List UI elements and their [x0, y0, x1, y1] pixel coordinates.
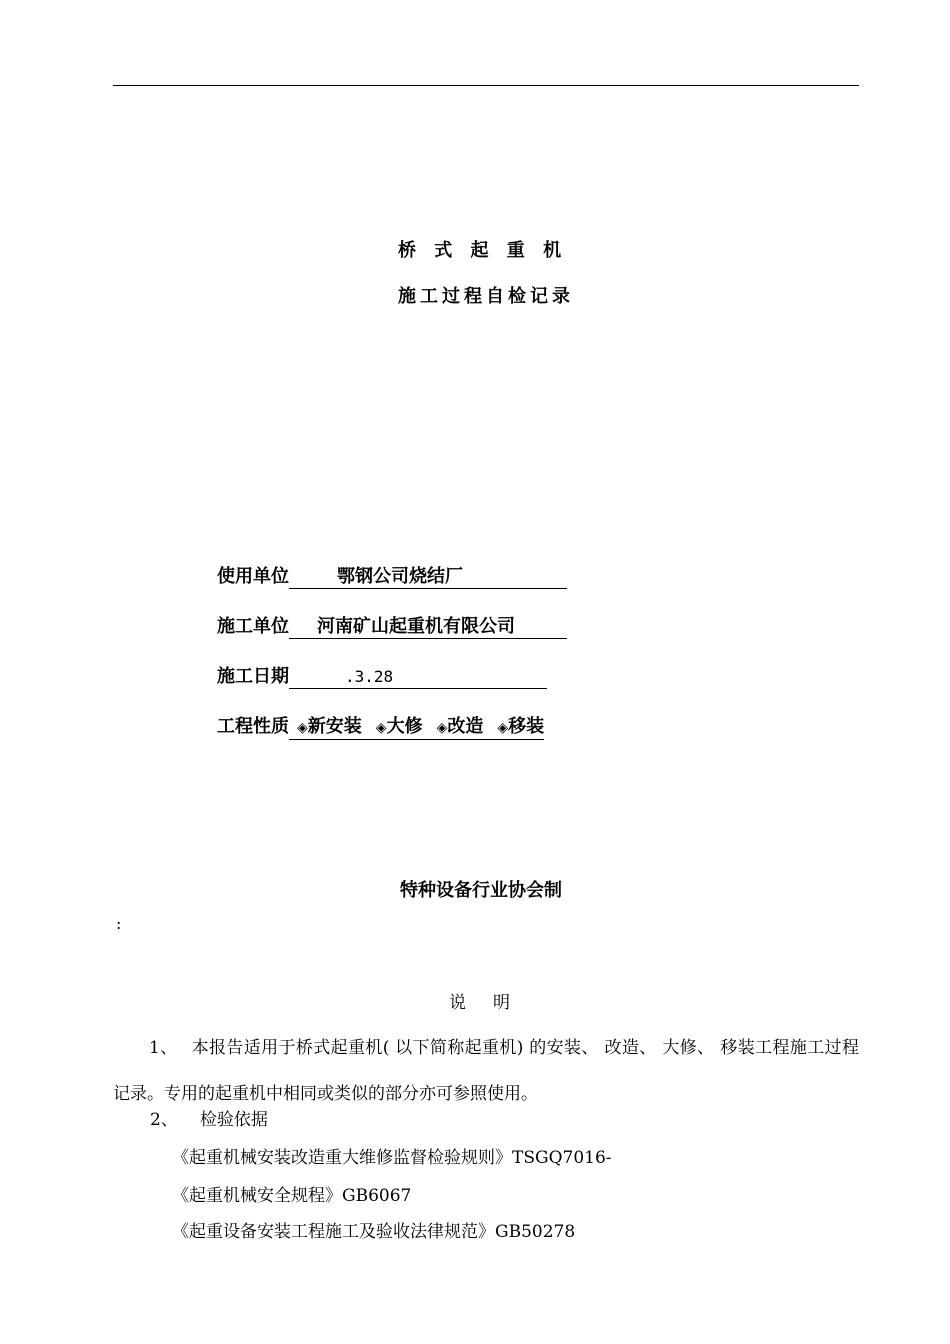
project-nature-options: [289, 716, 544, 740]
note-1-number: 1、: [149, 1038, 178, 1058]
reference-item: 《起重设备安装工程施工及验收法律规范》GB50278: [172, 1222, 576, 1242]
issuing-organization: 特种设备行业协会制: [400, 880, 562, 901]
option-relocate[interactable]: [497, 716, 544, 737]
checkbox-icon: ◈: [297, 720, 308, 736]
header-rule: [113, 85, 859, 86]
field-label: 使用单位: [217, 566, 289, 587]
construction-unit-value: 河南矿山起重机有限公司: [317, 616, 515, 637]
field-project-nature: [217, 712, 544, 740]
option-label: 改造: [447, 716, 484, 737]
field-value: [289, 566, 567, 589]
option-label: 新安装: [307, 716, 362, 737]
reference-item: 《起重机械安全规程》GB6067: [172, 1186, 412, 1206]
document-subtitle: 施工过程自检记录: [398, 286, 574, 307]
field-construction-unit: [217, 612, 567, 639]
field-label: 施工日期: [217, 666, 289, 687]
notes-heading: 说 明: [449, 993, 511, 1013]
option-label: 移装: [508, 716, 545, 737]
field-label: 施工单位: [217, 616, 289, 637]
option-label: 大修: [386, 716, 423, 737]
note-2-text: 检验依据: [199, 1110, 268, 1130]
note-2-number: 2、: [150, 1110, 178, 1130]
colon-mark: :: [116, 914, 122, 933]
field-user-unit: [217, 562, 567, 589]
document-title: 桥 式 起 重 机: [398, 240, 568, 261]
field-label: 工程性质: [217, 716, 289, 737]
checkbox-icon: ◈: [375, 720, 387, 736]
option-modify[interactable]: [437, 716, 484, 737]
note-1-text: 本报告适用于桥式起重机( 以下简称起重机) 的安装、 改造、 大修、 移装工程施工过程记录。专用的起重机中相同或类似的部分亦可参照使用。: [113, 1038, 859, 1104]
reference-item: 《起重机械安装改造重大维修监督检验规则》TSGQ7016-: [172, 1148, 612, 1168]
note-item-1: [113, 1025, 859, 1117]
construction-date-value: .3.28: [345, 667, 394, 686]
field-construction-date: [217, 662, 547, 689]
note-item-2: [150, 1105, 268, 1130]
field-value: [289, 616, 567, 639]
option-overhaul[interactable]: [376, 716, 423, 737]
checkbox-icon: ◈: [497, 720, 509, 736]
user-unit-value: 鄂钢公司烧结厂: [337, 566, 463, 587]
field-value: [289, 666, 547, 689]
option-new-install[interactable]: [297, 716, 362, 737]
checkbox-icon: ◈: [436, 720, 448, 736]
